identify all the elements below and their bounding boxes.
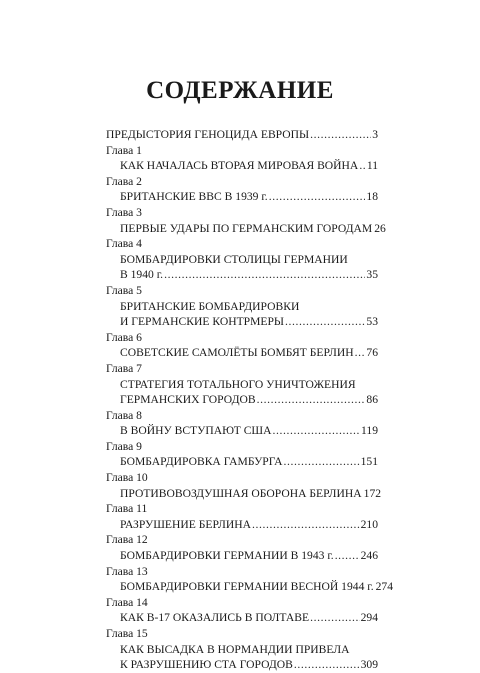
chapter-label: Глава 5 [106, 283, 142, 297]
chapter-label: Глава 6 [106, 330, 142, 344]
chapter-title: БОМБАРДИРОВКИ ГЕРМАНИИ ВЕСНОЙ 1944 г. [120, 580, 374, 594]
toc-entry [106, 361, 378, 408]
dot-leader [252, 517, 360, 533]
toc-row [106, 267, 378, 283]
toc-row [106, 423, 378, 439]
chapter-title: И ГЕРМАНСКИЕ КОНТРМЕРЫ [120, 315, 285, 329]
toc-row [106, 127, 378, 143]
chapter-label: Глава 14 [106, 595, 148, 609]
toc-entry [106, 127, 378, 143]
page-number: 3 [372, 128, 378, 141]
dot-leader [285, 314, 365, 330]
chapter-title-line: КАК ВЫСАДКА В НОРМАНДИИ ПРИВЕЛА [120, 642, 350, 656]
chapter-label: Глава 10 [106, 471, 148, 485]
chapter-label: Глава 9 [106, 439, 142, 453]
chapter-title: К РАЗРУШЕНИЮ СТА ГОРОДОВ [120, 658, 293, 672]
page-title: СОДЕРЖАНИЕ [146, 77, 334, 104]
chapter-title: В 1940 г. [120, 268, 164, 282]
chapter-title-line: СТРАТЕГИЯ ТОТАЛЬНОГО УНИЧТОЖЕНИЯ [120, 377, 356, 391]
toc-row [106, 345, 378, 361]
page-number: 119 [361, 424, 378, 438]
page-number: 274 [375, 580, 394, 594]
toc-row [106, 454, 378, 470]
toc-row [106, 314, 378, 330]
page-number: 26 [374, 221, 386, 235]
chapter-label: Глава 13 [106, 564, 148, 578]
chapter-label: Глава 7 [106, 361, 142, 375]
chapter-label: Глава 1 [106, 143, 142, 157]
toc-row [106, 158, 378, 174]
chapter-label: Глава 4 [106, 237, 142, 251]
page-number: 18 [366, 190, 378, 204]
toc-entry [106, 174, 378, 205]
toc-row [106, 610, 378, 626]
dot-leader [269, 189, 366, 205]
dot-leader [310, 127, 371, 143]
page-number: 246 [360, 549, 378, 563]
toc-entry [106, 205, 386, 236]
toc-entry [106, 470, 382, 501]
toc-entry [106, 564, 394, 595]
dot-leader [273, 423, 361, 439]
toc-row [106, 392, 378, 408]
chapter-label: Глава 2 [106, 174, 142, 188]
chapter-title: ПЕРВЫЕ УДАРЫ ПО ГЕРМАНСКИМ ГОРОДАМ [120, 221, 373, 235]
page-number: 35 [366, 268, 378, 282]
chapter-title: РАЗРУШЕНИЕ БЕРЛИНА [120, 517, 252, 531]
chapter-title: СОВЕТСКИЕ САМОЛЁТЫ БОМБЯТ БЕРЛИН [120, 346, 354, 360]
dot-leader [164, 267, 365, 283]
page-number: 210 [360, 517, 378, 531]
chapter-title: КАК B-17 ОКАЗАЛИСЬ В ПОЛТАВЕ [120, 611, 310, 625]
page-number: 294 [360, 611, 378, 625]
chapter-title: ГЕРМАНСКИХ ГОРОДОВ [120, 393, 256, 407]
chapter-title: БОМБАРДИРОВКИ ГЕРМАНИИ В 1943 г. [120, 549, 334, 563]
chapter-label: Глава 12 [106, 533, 148, 547]
chapter-label: Глава 15 [106, 627, 148, 640]
dot-leader [284, 454, 360, 470]
toc-row [106, 657, 378, 673]
chapter-title: ПРЕДЫСТОРИЯ ГЕНОЦИДА ЕВРОПЫ [106, 128, 310, 141]
toc-entry [106, 439, 378, 470]
toc-entry [106, 283, 378, 330]
dot-leader [294, 657, 360, 673]
dot-leader [359, 158, 366, 174]
dot-leader [310, 610, 360, 626]
chapter-title: БОМБАРДИРОВКА ГАМБУРГА [120, 455, 283, 469]
page-number: 151 [360, 455, 378, 469]
chapter-title: КАК НАЧАЛАСЬ ВТОРАЯ МИРОВАЯ ВОЙНА [120, 159, 359, 173]
chapter-title: ПРОТИВОВОЗДУШНАЯ ОБОРОНА БЕРЛИНА [120, 486, 362, 500]
page-number: 172 [363, 486, 382, 500]
dot-leader [335, 548, 360, 564]
chapter-title-line: БРИТАНСКИЕ БОМБАРДИРОВКИ [120, 299, 300, 313]
chapter-title: В ВОЙНУ ВСТУПАЮТ США [120, 424, 272, 438]
toc-entry [106, 330, 378, 361]
toc-entry [106, 501, 378, 532]
page-number: 309 [360, 658, 378, 672]
table-of-contents [106, 127, 394, 673]
toc-entry [106, 595, 378, 626]
page-number: 53 [366, 315, 378, 329]
toc-entry [106, 236, 378, 283]
toc-row [106, 221, 386, 237]
page-number: 76 [366, 346, 378, 360]
page-number: 11 [366, 159, 378, 173]
toc-entry [106, 532, 378, 563]
chapter-label: Глава 3 [106, 205, 142, 219]
chapter-label: Глава 8 [106, 408, 142, 422]
toc-row [106, 548, 378, 564]
page-number: 86 [366, 393, 378, 407]
toc-row [106, 517, 378, 533]
toc-row [106, 189, 378, 205]
toc-entry [106, 408, 378, 439]
chapter-label: Глава 11 [106, 502, 148, 516]
dot-leader [257, 392, 366, 408]
toc-row [106, 579, 394, 595]
toc-entry [106, 143, 378, 174]
chapter-title: БРИТАНСКИЕ ВВС В 1939 г. [120, 190, 268, 204]
toc-entry [106, 626, 378, 673]
chapter-title-line: БОМБАРДИРОВКИ СТОЛИЦЫ ГЕРМАНИИ [120, 252, 348, 266]
toc-row [106, 486, 382, 502]
dot-leader [355, 345, 366, 361]
